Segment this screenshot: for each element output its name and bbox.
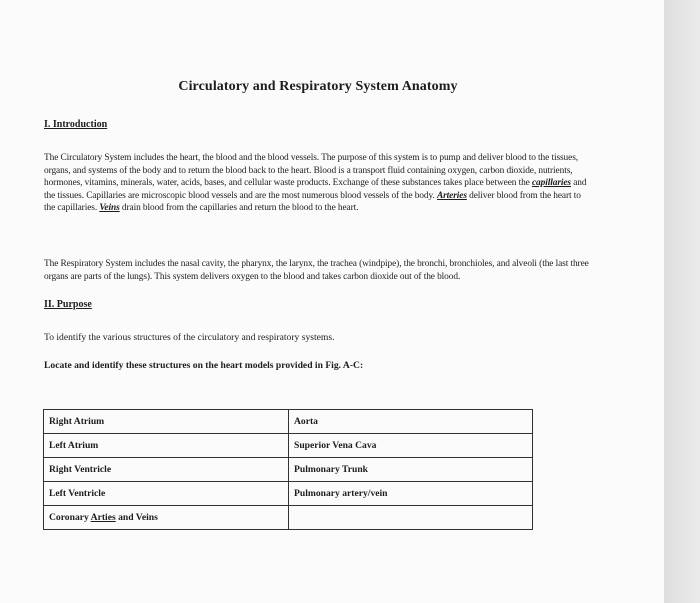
table-cell: Right Ventricle <box>44 458 289 482</box>
circulatory-paragraph <box>44 152 589 215</box>
purpose-text: To identify the various structures of the circulatory and respiratory systems. <box>44 332 335 343</box>
cell-term: Arties <box>90 512 116 523</box>
circulatory-text-2: and the tissues. Capillaries are microscopic blood vessels and are the most numerous blood vessels of the body. <box>44 178 587 201</box>
cell-text: and Veins <box>115 512 158 523</box>
structures-table <box>43 409 533 530</box>
table-cell: Pulmonary Trunk <box>289 458 533 482</box>
table-cell: Right Atrium <box>44 410 289 434</box>
introduction-heading <box>44 119 107 130</box>
purpose-heading-text: II. Purpose <box>44 299 92 310</box>
table-cell: Left Atrium <box>44 434 289 458</box>
purpose-heading <box>44 299 92 310</box>
table-cell <box>289 506 533 530</box>
table-row <box>44 458 533 482</box>
background-edge <box>664 0 700 603</box>
circulatory-text-1: The Circulatory System includes the heart, the blood and the blood vessels. The purpose of this system is to pump and deliver blood to the tissues, organs, and systems of the body and to return the blood back to the heart. Blood is a transport fluid containing oxygen, carbon dioxide, nutrients, hormones, vitamins, minerals, water, acids, bases, and cellular waste products. Exchange of these substances takes place between the <box>44 153 578 189</box>
respiratory-paragraph: The Respiratory System includes the nasal cavity, the pharynx, the larynx, the trachea (windpipe), the bronchi, bronchioles, and alveoli (the last three organs are parts of the lungs). This system delivers oxygen to the blood and takes carbon dioxide out of the blood. <box>44 259 589 282</box>
circulatory-text-3: deliver blood from the heart to the capillaries. <box>44 190 581 214</box>
term-capillaries: capillaries <box>531 178 571 189</box>
cell-text: Coronary <box>49 512 91 523</box>
table-row <box>44 410 533 434</box>
table-cell <box>44 506 289 530</box>
term-arteries: Arteries <box>436 190 467 201</box>
table-cell: Left Ventricle <box>44 482 289 506</box>
instruction-text: Locate and identify these structures on the heart models provided in Fig. A-C: <box>44 360 364 371</box>
circulatory-text-4: drain blood from the capillaries and return the blood to the heart. <box>119 203 359 214</box>
table-cell: Pulmonary artery/vein <box>289 482 533 506</box>
introduction-heading-text: I. Introduction <box>44 119 108 130</box>
table-cell: Superior Vena Cava <box>289 434 533 458</box>
table-row <box>44 482 533 506</box>
table-row <box>44 434 533 458</box>
document-title: Circulatory and Respiratory System Anatomy <box>178 79 458 94</box>
term-veins: Veins <box>99 203 120 214</box>
table-row <box>44 506 533 530</box>
table-cell: Aorta <box>289 410 533 434</box>
